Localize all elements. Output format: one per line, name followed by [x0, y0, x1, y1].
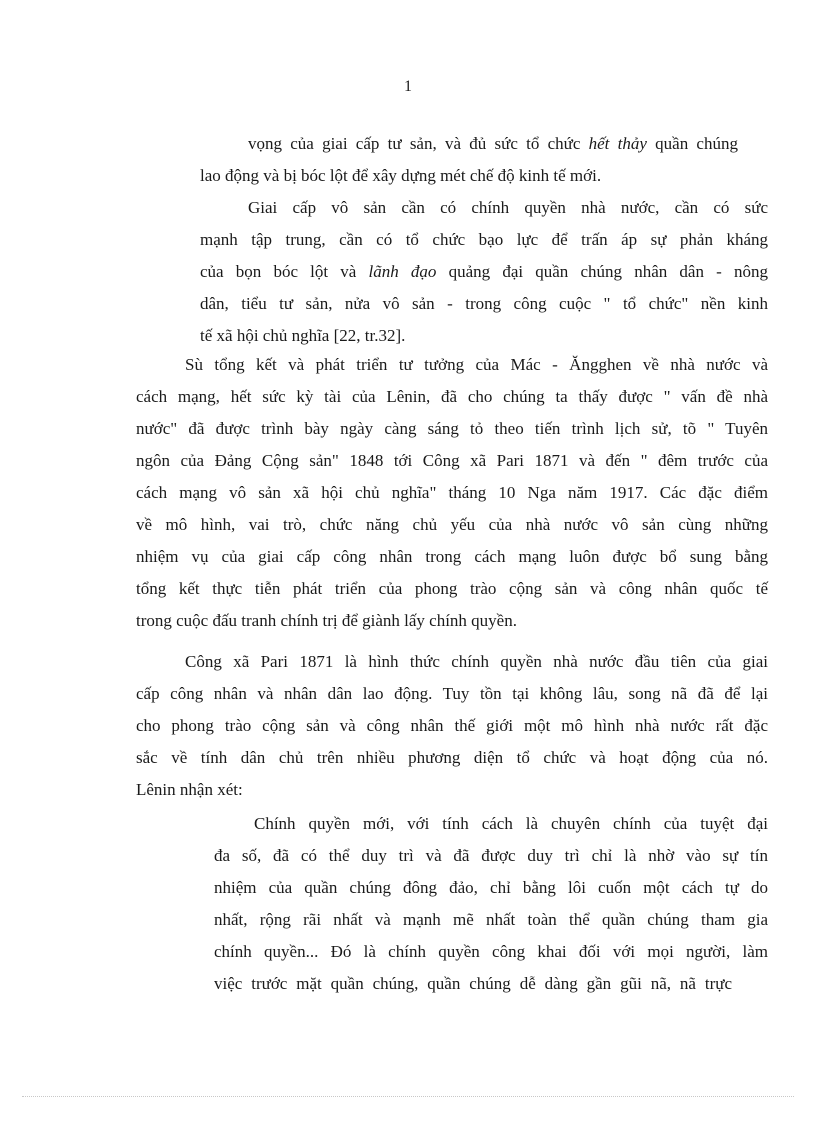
paragraph-2-line: cho phong trào cộng sản và công nhân thế giới một mô hình nhà nước rất đặc	[136, 716, 768, 735]
quote-2-line: việc trước mặt quần chúng, quần chúng dễ dàng gần gũi nã, nã trực	[214, 974, 732, 993]
text-run: quảng đại quần chúng nhân dân - nông	[436, 262, 768, 281]
text-run: mạnh tập trung, cần có tổ chức bạo lực để trấn áp sự phản kháng	[200, 230, 768, 249]
paragraph-1-line: cách mạng, hết sức kỳ tài của Lênin, đã cho chúng ta thấy được " vấn đề nhà	[136, 387, 768, 406]
quote-1-line	[200, 326, 462, 346]
quote-2-line: Chính quyền mới, với tính cách là chuyên chính của tuyệt đại	[254, 814, 768, 833]
quote-1-line	[200, 262, 768, 282]
quote-1-line	[248, 134, 738, 154]
quote-1-line	[200, 166, 660, 186]
paragraph-1-line: ngôn của Đảng Cộng sản" 1848 tới Công xã Pari 1871 và đến " đêm trước của	[136, 451, 768, 470]
paragraph-1-line: nước" đã được trình bày ngày càng sáng tỏ theo tiến trình lịch sử, tõ " Tuyên	[136, 419, 768, 438]
quote-2-line: đa số, đã có thể duy trì và đã được duy trì chỉ là nhờ vào sự tín	[214, 846, 768, 865]
paragraph-2-line: cấp công nhân và nhân dân lao động. Tuy tồn tại không lâu, song nã đã để lại	[136, 684, 768, 703]
paragraph-1-line: Sù tổng kết và phát triển tư tưởng của Mác - Ăngghen về nhà nước và	[185, 355, 768, 374]
quote-1-line	[200, 230, 768, 250]
paragraph-2-line: Công xã Pari 1871 là hình thức chính quyền nhà nước đầu tiên của giai	[185, 652, 768, 671]
text-run: của bọn bóc lột và	[200, 262, 369, 281]
text-run: tế xã hội chủ nghĩa [22, tr.32].	[200, 326, 406, 345]
text-run: vọng của giai cấp tư sản, và đủ sức tổ chức	[248, 134, 589, 153]
page-number: 1	[404, 78, 412, 95]
paragraph-1-line: trong cuộc đấu tranh chính trị để giành lấy chính quyền.	[136, 611, 517, 630]
paragraph-2-line: sắc về tính dân chủ trên nhiều phương diện tổ chức và hoạt động của nó.	[136, 748, 768, 767]
quote-1-line	[200, 294, 768, 314]
quote-2-line: nhất, rộng rãi nhất và mạnh mẽ nhất toàn thể quần chúng tham gia	[214, 910, 768, 929]
text-run: dân, tiểu tư sản, nửa vô sản - trong công cuộc " tổ chức" nền kinh	[200, 294, 768, 313]
emphasis-text: lãnh đạo	[368, 262, 437, 281]
quote-2-line: nhiệm của quần chúng đông đảo, chỉ bằng lôi cuốn một cách tự do	[214, 878, 768, 897]
paragraph-1-line: tổng kết thực tiễn phát triển của phong trào cộng sản và công nhân quốc tế	[136, 579, 768, 598]
page-bottom-rule	[22, 1096, 794, 1097]
text-run: quần chúng	[646, 134, 738, 153]
paragraph-2-line: Lênin nhận xét:	[136, 780, 243, 799]
text-run: Giai cấp vô sản cần có chính quyền nhà nước, cần có sức	[248, 198, 768, 217]
paragraph-1-line: cách mạng vô sản xã hội chủ nghĩa" tháng 10 Nga năm 1917. Các đặc điểm	[136, 483, 768, 502]
text-run: lao động và bị bóc lột để xây dựng mét chế độ kinh tế mới.	[200, 166, 602, 185]
quote-2-line: chính quyền... Đó là chính quyền công khai đối với mọi người, làm	[214, 942, 768, 961]
paragraph-1-line: nhiệm vụ của giai cấp công nhân trong cách mạng luôn được bổ sung bằng	[136, 547, 768, 566]
quote-1-line	[248, 198, 768, 218]
emphasis-text: hết thảy	[588, 134, 647, 153]
paragraph-1-line: về mô hình, vai trò, chức năng chủ yếu của nhà nước vô sản cùng những	[136, 515, 768, 534]
